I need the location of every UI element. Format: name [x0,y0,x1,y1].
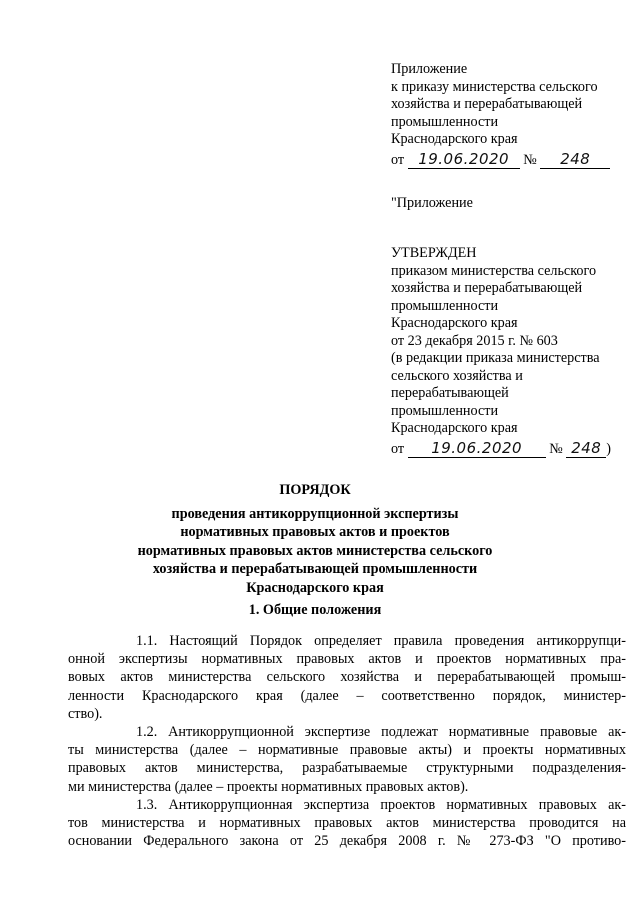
body-line: ми министерства (далее – проекты нормативных правовых актов). [68,778,469,795]
handwritten-number: 248 [540,150,610,169]
approved-block [391,245,626,458]
date-prefix: от [391,440,405,457]
body-line: онной экспертизы нормативных правовых актов и проектов нормативных пра- [68,651,626,668]
paragraph-1-1 [68,632,626,723]
handwritten-date: 19.06.2020 [408,439,546,458]
number-prefix: № [549,440,563,457]
attachment-line: хозяйства и перерабатывающей [391,96,583,112]
revision-date-line [391,439,626,459]
title-line: Краснодарского края [246,579,384,596]
body-line: ство). [68,705,103,722]
approved-line: Краснодарского края [391,420,518,436]
approved-title: УТВЕРЖДЕН [391,245,477,261]
body-line: 1.2. Антикоррупционной экспертизе подлежат нормативные правовые ак- [136,724,626,741]
attachment-line: Приложение [391,61,468,77]
body-line: ты министерства (далее – нормативные правовые акты) и проекты нормативных [68,742,626,759]
approved-line: приказом министерства сельского [391,262,597,279]
body-line: 1.1. Настоящий Порядок определяет правила проведения антикоррупци- [136,633,626,649]
approved-line: перерабатывающей [391,385,509,401]
title-line: нормативных правовых актов и проектов [180,524,450,540]
closing-paren: ) [606,440,612,457]
approved-line: (в редакции приказа министерства [391,350,600,366]
order-date-line [391,150,626,170]
document-body [68,632,626,850]
date-prefix: от [391,151,405,168]
handwritten-date: 19.06.2020 [408,150,520,169]
number-prefix: № [523,151,537,168]
paragraph-1-2 [68,723,626,796]
approved-line: от 23 декабря 2015 г. № 603 [391,332,558,349]
title-line: нормативных правовых актов министерства сельского [137,542,493,559]
body-line: 1.3. Антикоррупционная экспертиза проектов нормативных правовых ак- [136,796,626,813]
handwritten-number: 248 [566,439,606,458]
body-line: вовых актов министерства сельского хозяйства и перерабатывающей промыш- [68,669,626,686]
title-line: хозяйства и перерабатывающей промышленности [152,561,478,577]
approved-line: Краснодарского края [391,315,518,331]
attachment-line: промышленности [391,113,499,130]
body-line: тов министерства и нормативных правовых актов министерства проводится на [68,815,626,832]
attachment-header [391,61,626,169]
paragraph-1-3 [68,796,626,851]
body-line: основании Федерального закона от 25 декабря 2008 г. № 273-ФЗ "О противо- [68,833,626,850]
document-title [80,481,550,597]
approved-line: промышленности [391,402,499,419]
body-line: ленности Краснодарского края (далее – соответственно порядок, министер- [68,687,626,704]
quoted-attachment-label: "Приложение [391,195,473,211]
approved-line: хозяйства и перерабатывающей [391,280,583,296]
approved-line: промышленности [391,297,499,314]
attachment-line: к приказу министерства сельского [391,78,598,95]
title-heading: ПОРЯДОК [279,482,351,498]
approved-line: сельского хозяйства и [391,367,523,384]
quoted-attachment [391,195,626,213]
title-line: проведения антикоррупционной экспертизы [171,505,459,522]
section-heading: 1. Общие положения [248,602,382,618]
attachment-line: Краснодарского края [391,131,518,147]
body-line: правовых актов министерства, разрабатываемые структурными подразделения- [68,760,626,777]
